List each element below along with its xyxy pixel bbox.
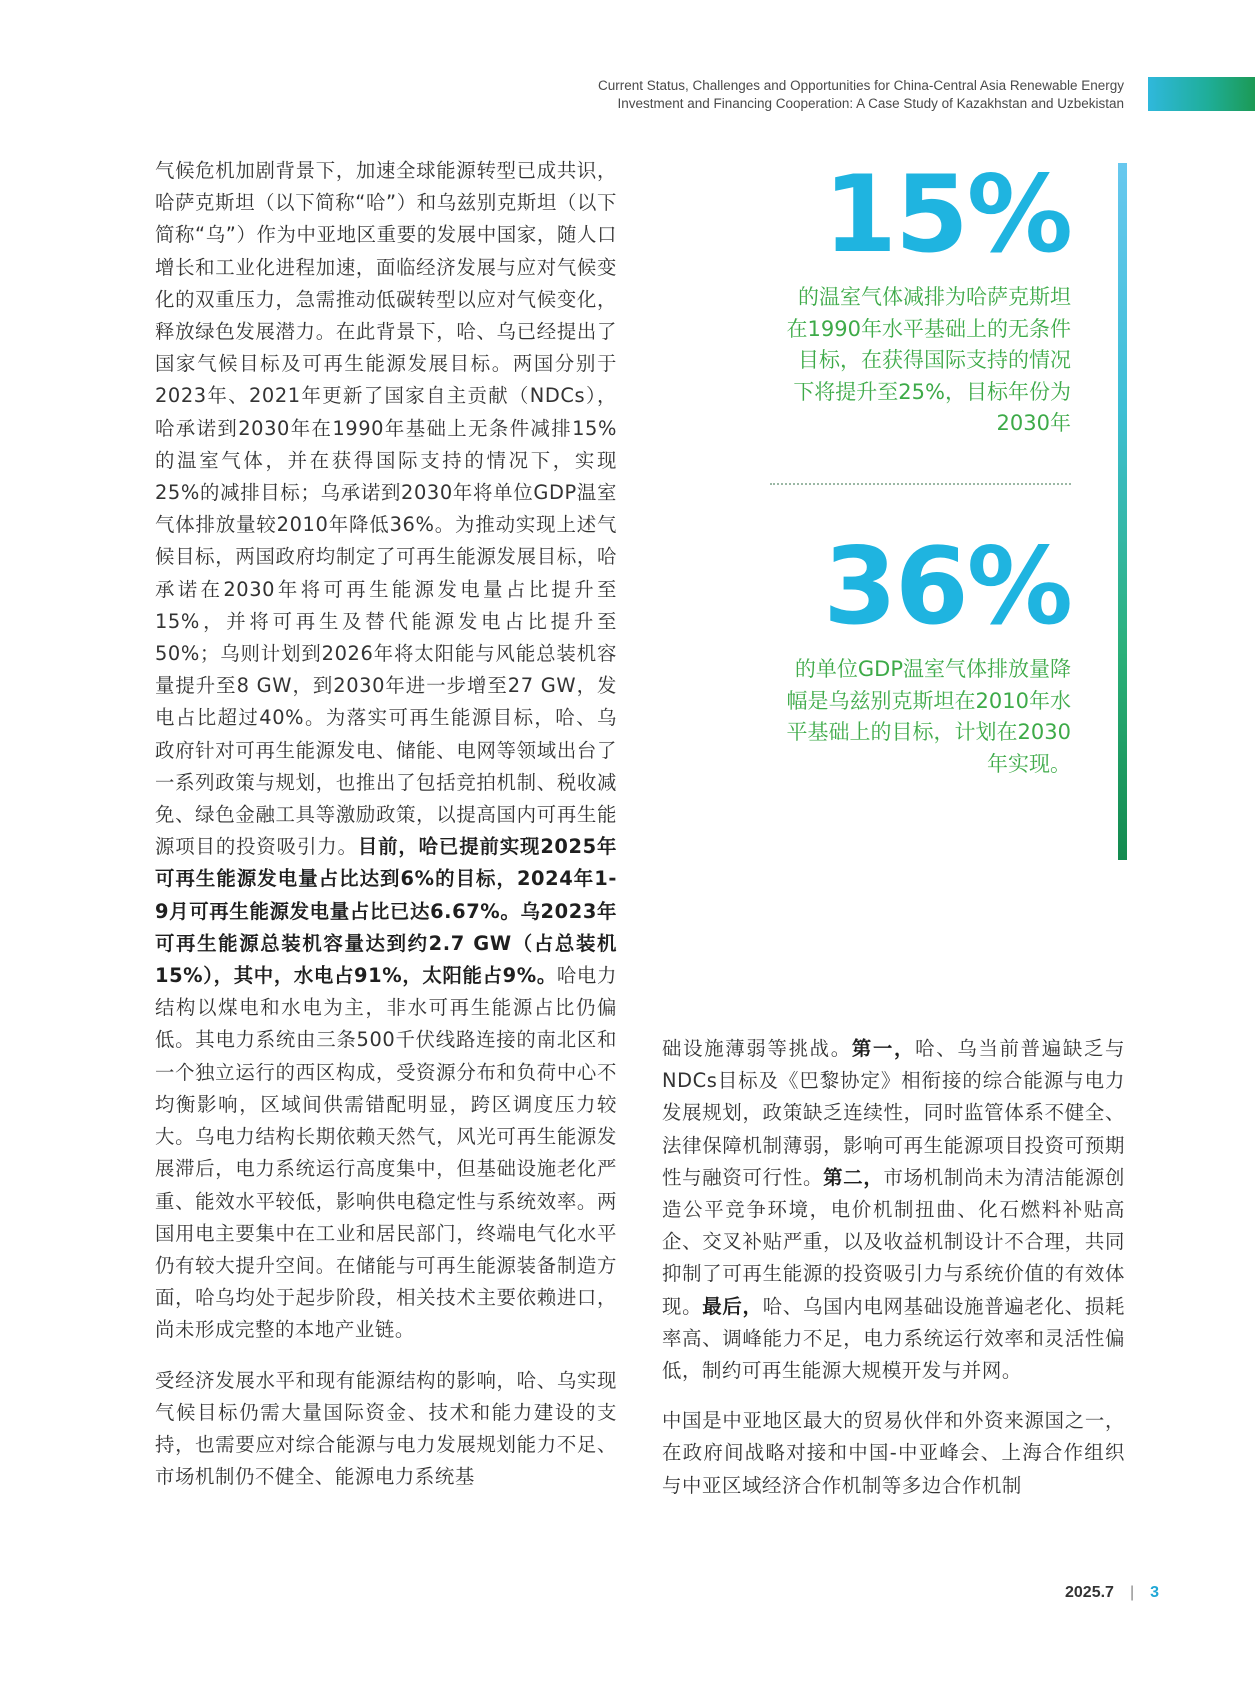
left-paragraph-1-bold: 目前，哈已提前实现2025年可再生能源发电量占比达到6%的目标，2024年1-9月可再生能源发电量占比已达6.67%。乌2023年可再生能源总装机容量达到约2.7 GW（占总装机15%），其中，水电占91%，太阳能占9%。 <box>155 835 617 988</box>
callout-36-value: 36% <box>823 525 1071 648</box>
right-paragraph-1-text-d: 哈、乌国内电网基础设施普遍老化、损耗率高、调峰能力不足，电力系统运行效率和灵活性偏低，制约可再生能源大规模开发与并网。 <box>662 1294 1125 1383</box>
callout-15-value: 15% <box>823 153 1071 276</box>
left-paragraph-1-text-b: 哈电力结构以煤电和水电为主，非水可再生能源占比仍偏低。其电力系统由三条500千伏线路连接的南北区和一个独立运行的西区构成，受资源分布和负荷中心不均衡影响，区域间供需错配明显，跨区调度压力较大。乌电力结构长期依赖天然气，风光可再生能源发展滞后，电力系统运行高度集中，但基础设施老化严重、能效水平较低，影响供电稳定性与系统效率。两国用电主要集中在工业和居民部门，终端电气化水平仍有较大提升空间。在储能与可再生能源装备制造方面，哈乌均处于起步阶段，相关技术主要依赖进口，尚未形成完整的本地产业链。 <box>155 964 617 1342</box>
right-paragraph-1-text-a: 础设施薄弱等挑战。 <box>662 1037 852 1060</box>
right-paragraph-1-last: 最后， <box>702 1294 763 1318</box>
callout-vertical-bar <box>1118 163 1127 860</box>
right-paragraph-2: 中国是中亚地区最大的贸易伙伴和外资来源国之一，在政府间战略对接和中国-中亚峰会、上海合作组织与中亚区域经济合作机制等多边合作机制 <box>662 1409 1125 1497</box>
page-number: 3 <box>1150 1584 1159 1601</box>
callout-36-text: 的单位GDP温室气体排放量降幅是乌兹别克斯坦在2010年水平基础上的目标，计划在2030年实现。 <box>786 657 1071 776</box>
callout-divider <box>770 483 1071 485</box>
right-paragraph-1 <box>662 1033 1125 1387</box>
right-text-column <box>662 1033 1125 1502</box>
footer-separator: | <box>1129 1584 1135 1601</box>
left-paragraph-2: 受经济发展水平和现有能源结构的影响，哈、乌实现气候目标仍需大量国际资金、技术和能力建设的支持，也需要应对综合能源与电力发展规划能力不足、市场机制仍不健全、能源电力系统基 <box>155 1368 617 1489</box>
header-accent-bar <box>1148 77 1255 111</box>
right-paragraph-1-text-b: 哈、乌当前普遍缺乏与NDCs目标及《巴黎协定》相衔接的综合能源与电力发展规划，政策缺乏连续性，同时监管体系不健全、法律保障机制薄弱，影响可再生能源项目投资可预期性与融资可行性。 <box>662 1037 1125 1189</box>
callout-15-text: 的温室气体减排为哈萨克斯坦在1990年水平基础上的无条件目标，在获得国际支持的情况下将提升至25%，目标年份为2030年 <box>786 285 1071 435</box>
running-header <box>598 77 1124 113</box>
right-paragraph-1-first: 第一， <box>851 1037 916 1060</box>
page-footer <box>1065 1584 1159 1602</box>
left-text-column <box>155 155 617 1493</box>
callout-15-percent <box>781 153 1071 440</box>
left-paragraph-1-text-a: 气候危机加剧背景下，加速全球能源转型已成共识，哈萨克斯坦（以下简称“哈”）和乌兹别克斯坦（以下简称“乌”）作为中亚地区重要的发展中国家，随人口增长和工业化进程加速，面临经济发展与应对气候变化的双重压力，急需推动低碳转型以应对气候变化，释放绿色发展潜力。在此背景下，哈、乌已经提出了国家气候目标及可再生能源发展目标。两国分别于2023年、2021年更新了国家自主贡献（NDCs），哈承诺到2030年在1990年基础上无条件减排15%的温室气体，并在获得国际支持的情况下，实现25%的减排目标；乌承诺到2030年将单位GDP温室气体排放量较2010年降低36%。为推动实现上述气候目标，两国政府均制定了可再生能源发展目标，哈承诺在2030年将可再生能源发电量占比提升至15%，并将可再生及替代能源发电占比提升至50%；乌则计划到2026年将太阳能与风能总装机容量提升至8 GW，到2030年进一步增至27 GW，发电占比超过40%。为落实可再生能源目标，哈、乌政府针对可再生能源发电、储能、电网等领域出台了一系列政策与规划，也推出了包括竞拍机制、税收减免、绿色金融工具等激励政策，以提高国内可再生能源项目的投资吸引力。 <box>155 159 617 859</box>
running-header-line-1: Current Status, Challenges and Opportunities for China-Central Asia Renewable Energy <box>597 78 1124 93</box>
callout-36-percent <box>781 525 1071 780</box>
right-paragraph-1-second: 第二， <box>823 1165 884 1189</box>
running-header-line-2: Investment and Financing Cooperation: A Case Study of Kazakhstan and Uzbekistan <box>617 96 1124 111</box>
right-paragraph-1-text-c: 市场机制尚未为清洁能源创造公平竞争环境，电价机制扭曲、化石燃料补贴高企、交叉补贴严重，以及收益机制设计不合理，共同抑制了可再生能源的投资吸引力与系统价值的有效体现。 <box>662 1165 1125 1318</box>
footer-date: 2025.7 <box>1065 1584 1114 1601</box>
left-paragraph-1 <box>155 155 617 1347</box>
